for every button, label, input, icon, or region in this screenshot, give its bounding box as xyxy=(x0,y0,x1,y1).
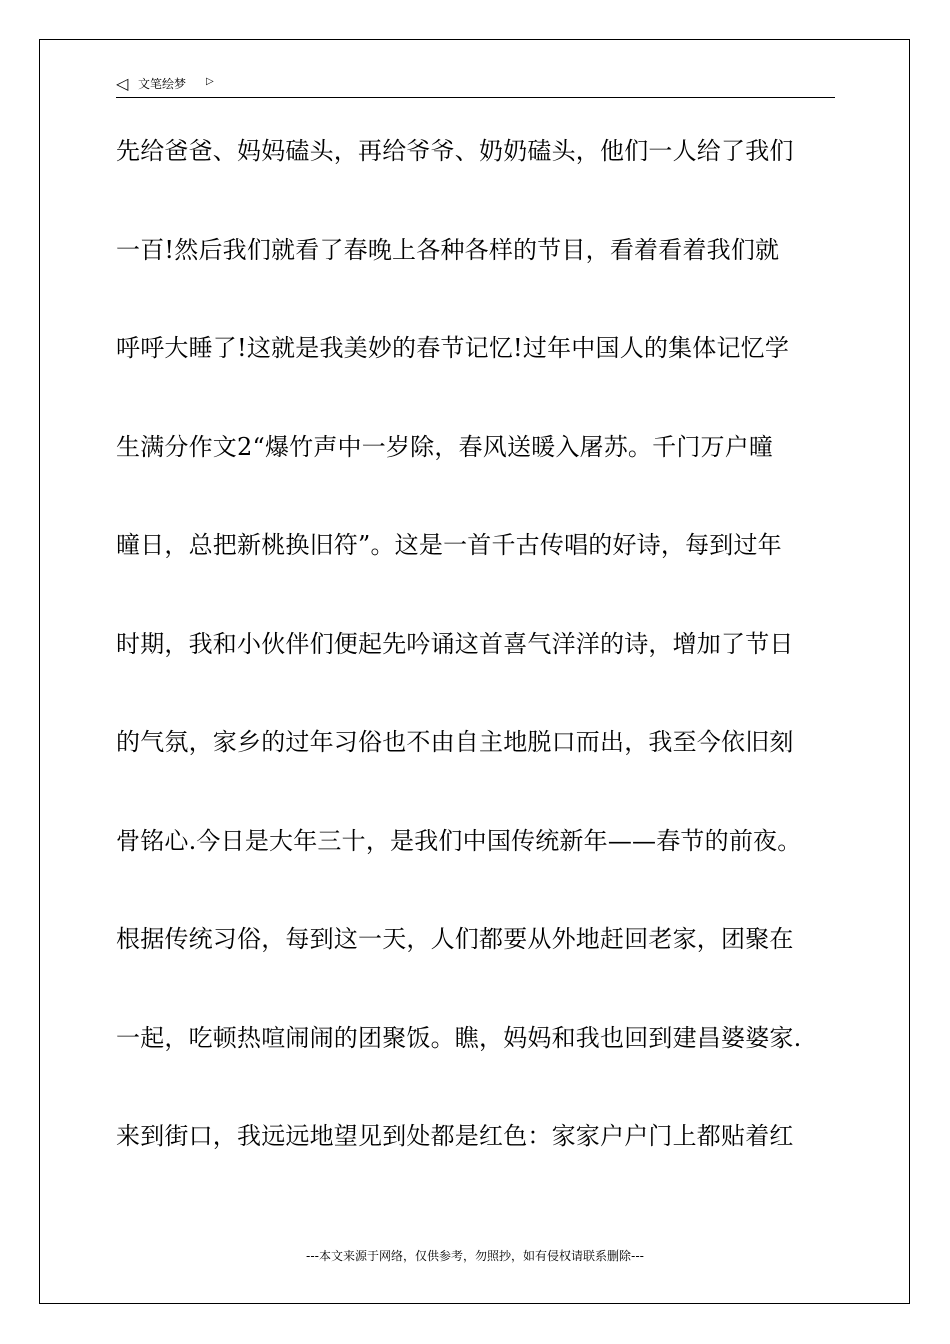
text-line: 生满分作文2“爆竹声中一岁除，春风送暖入屠苏。千门万户曈 xyxy=(116,432,774,461)
text-line: 的气氛，家乡的过年习俗也不由自主地脱口而出，我至今依旧刻 xyxy=(116,728,794,756)
page-header xyxy=(116,74,835,98)
triangle-right-icon: ▷ xyxy=(206,76,214,87)
text-line: 一起，吃顿热喧闹闹的团聚饭。瞧，妈妈和我也回到建昌婆婆家. xyxy=(116,1023,802,1052)
triangle-left-icon: ◁ xyxy=(116,74,129,93)
body-text xyxy=(116,127,856,1211)
text-line: 时期，我和小伙伴们便起先吟诵这首喜气洋洋的诗，增加了节日 xyxy=(116,629,794,658)
text-line: 呼呼大睡了!这就是我美妙的春节记忆!过年中国人的集体记忆学 xyxy=(116,334,790,362)
header-title: 文笔绘梦 xyxy=(138,77,187,91)
page-footer: ---本文来源于网络，仅供参考，勿照抄，如有侵权请联系删除--- xyxy=(306,1249,644,1263)
text-line: 来到街口，我远远地望见到处都是红色：家家户户门上都贴着红 xyxy=(116,1122,794,1150)
text-line: 曈日，总把新桃换旧符”。这是一首千古传唱的好诗，每到过年 xyxy=(116,531,782,559)
text-line: 骨铭心.今日是大年三十，是我们中国传统新年——春节的前夜。 xyxy=(116,826,802,855)
text-line: 根据传统习俗，每到这一天，人们都要从外地赶回老家，团聚在 xyxy=(116,925,794,953)
text-line: 一百!然后我们就看了春晚上各种各样的节目，看着看着我们就 xyxy=(116,235,780,264)
text-line: 先给爸爸、妈妈磕头，再给爷爷、奶奶磕头，他们一人给了我们 xyxy=(116,137,794,165)
